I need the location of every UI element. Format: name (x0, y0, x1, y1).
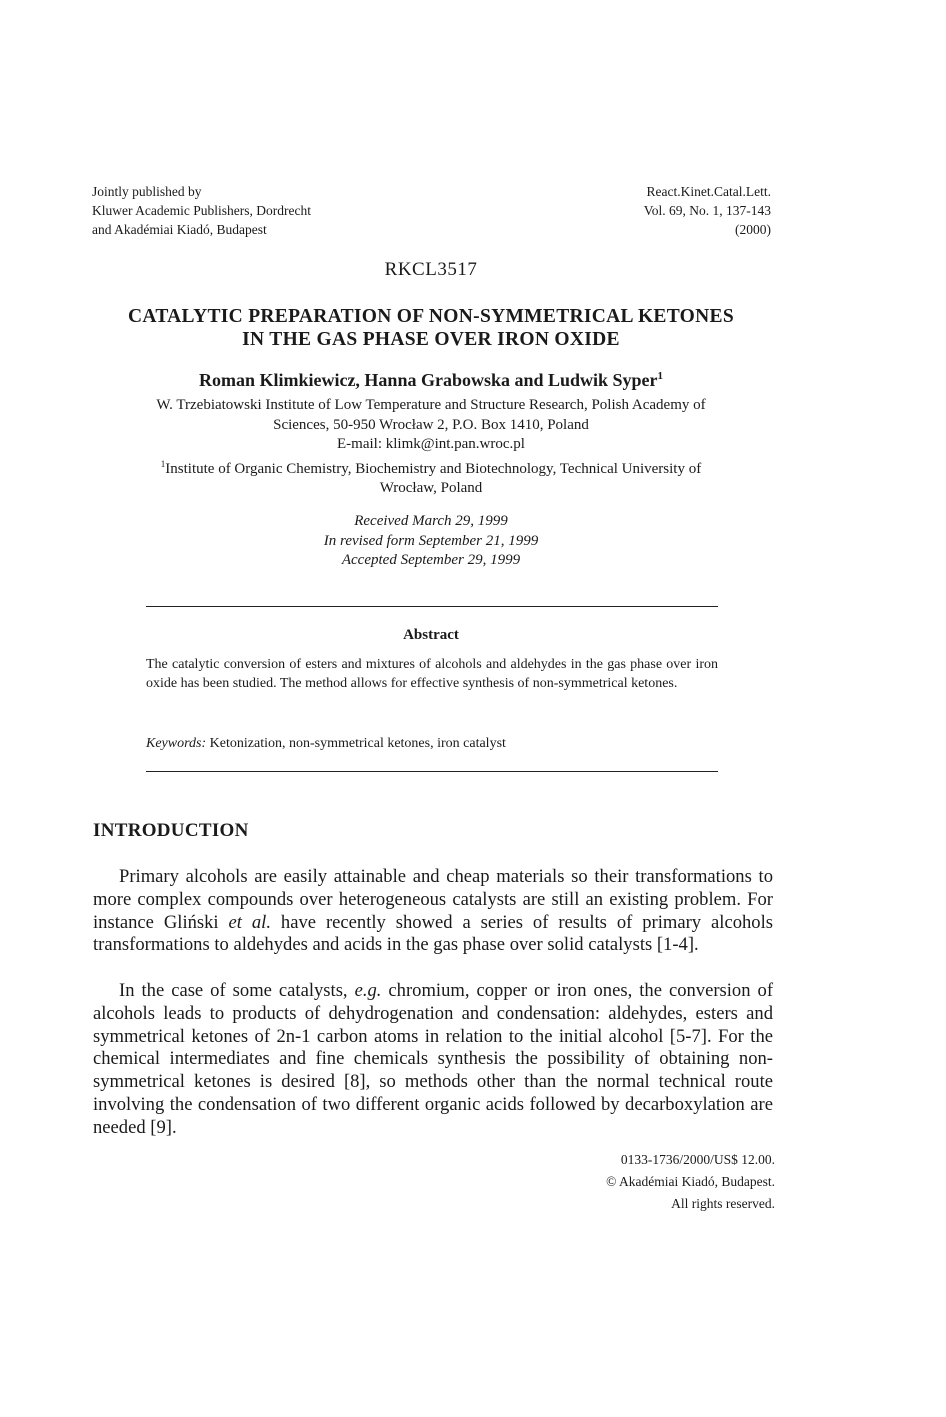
paragraph-text: chromium, copper or iron ones, the conversion of alcohols leads to products of dehydrogenation and condensation: aldehydes, esters and symmetrical ketones of 2n-1 carbon atoms in relation to the initial alcohol [5-7]. For the chemical intermediates and fine chemicals synthesis the possibility of obtaining non-symmetrical ketones is desired [8], so methods other than the normal technical route involving the condensation of two different organic acids followed by decarboxylation are needed [9]. (93, 980, 774, 1138)
journal-citation (644, 182, 771, 239)
paragraph (93, 980, 773, 1140)
abstract-text: The catalytic conversion of esters and mixtures of alcohols and aldehydes in the gas phase over iron oxide has been studied. The method allows for effective synthesis of non-symmetrical ketones. (146, 657, 718, 691)
keywords (146, 736, 718, 752)
paragraph-text: have recently showed a series of results of primary alcohols transformations to aldehydes and acids in the gas phase over solid catalysts [1-4]. (93, 911, 773, 956)
paragraph-text: In the case of some catalysts, (119, 980, 355, 1001)
price-code: 0133-1736/2000/US$ 12.00. (620, 1152, 775, 1167)
citation-line: React.Kinet.Catal.Lett. (646, 184, 771, 199)
abstract-heading: Abstract (403, 627, 459, 643)
paragraph-text: Primary alcohols are easily attainable and cheap materials so their transformations to more complex compounds over heterogeneous catalysts are still an existing problem. For instance Gliński (93, 866, 773, 933)
keywords-label: Keywords: (146, 736, 207, 751)
paragraph (93, 866, 773, 957)
author-names: Roman Klimkiewicz, Hanna Grabowska and Ludwik Syper (198, 370, 658, 390)
publisher-line: and Akadémiai Kiadó, Budapest (92, 222, 267, 237)
abstract-top-rule (146, 606, 718, 607)
title-line: CATALYTIC PREPARATION OF NON-SYMMETRICAL KETONES (128, 306, 734, 327)
abstract-bottom-rule (146, 771, 718, 772)
copyright-footer (606, 1149, 775, 1215)
intro-paragraph-1 (93, 866, 773, 957)
email-line: E-mail: klimk@int.pan.wroc.pl (337, 436, 525, 452)
paper-title (60, 305, 802, 351)
date-received: Received March 29, 1999 (354, 513, 508, 529)
affiliation-line: Wrocław, Poland (379, 480, 483, 496)
date-revised: In revised form September 21, 1999 (323, 532, 539, 549)
article-code: RKCL3517 (384, 259, 478, 280)
affiliation-text: Institute of Organic Chemistry, Biochemistry and Biotechnology, Technical University of (165, 460, 702, 477)
rights: All rights reserved. (671, 1196, 775, 1211)
section-heading: INTRODUCTION (93, 820, 249, 841)
publisher-info (92, 182, 311, 239)
citation-line: Vol. 69, No. 1, 137-143 (643, 203, 771, 218)
keywords-text: Ketonization, non-symmetrical ketones, iron catalyst (206, 736, 506, 751)
copyright: © Akadémiai Kiadó, Budapest. (606, 1174, 775, 1189)
submission-dates (60, 512, 802, 571)
publisher-line: Jointly published by (92, 184, 202, 199)
intro-paragraph-2 (93, 980, 773, 1140)
paragraph-emphasis: e.g. (354, 980, 382, 1001)
affiliations (70, 396, 792, 499)
title-line: IN THE GAS PHASE OVER IRON OXIDE (242, 329, 620, 350)
affil-marker: 1 (160, 458, 166, 469)
paragraph-emphasis: et al. (228, 911, 271, 933)
authors (60, 370, 802, 391)
author-affil-marker: 1 (657, 370, 664, 382)
citation-line: (2000) (735, 222, 771, 237)
date-accepted: Accepted September 29, 1999 (341, 552, 521, 568)
affiliation-line (70, 455, 792, 480)
publisher-line: Kluwer Academic Publishers, Dordrecht (92, 203, 311, 218)
affiliation-line: W. Trzebiatowski Institute of Low Temperature and Structure Research, Polish Academy of (156, 397, 706, 413)
affiliation-line: Sciences, 50-950 Wrocław 2, P.O. Box 1410, Poland (273, 416, 589, 433)
